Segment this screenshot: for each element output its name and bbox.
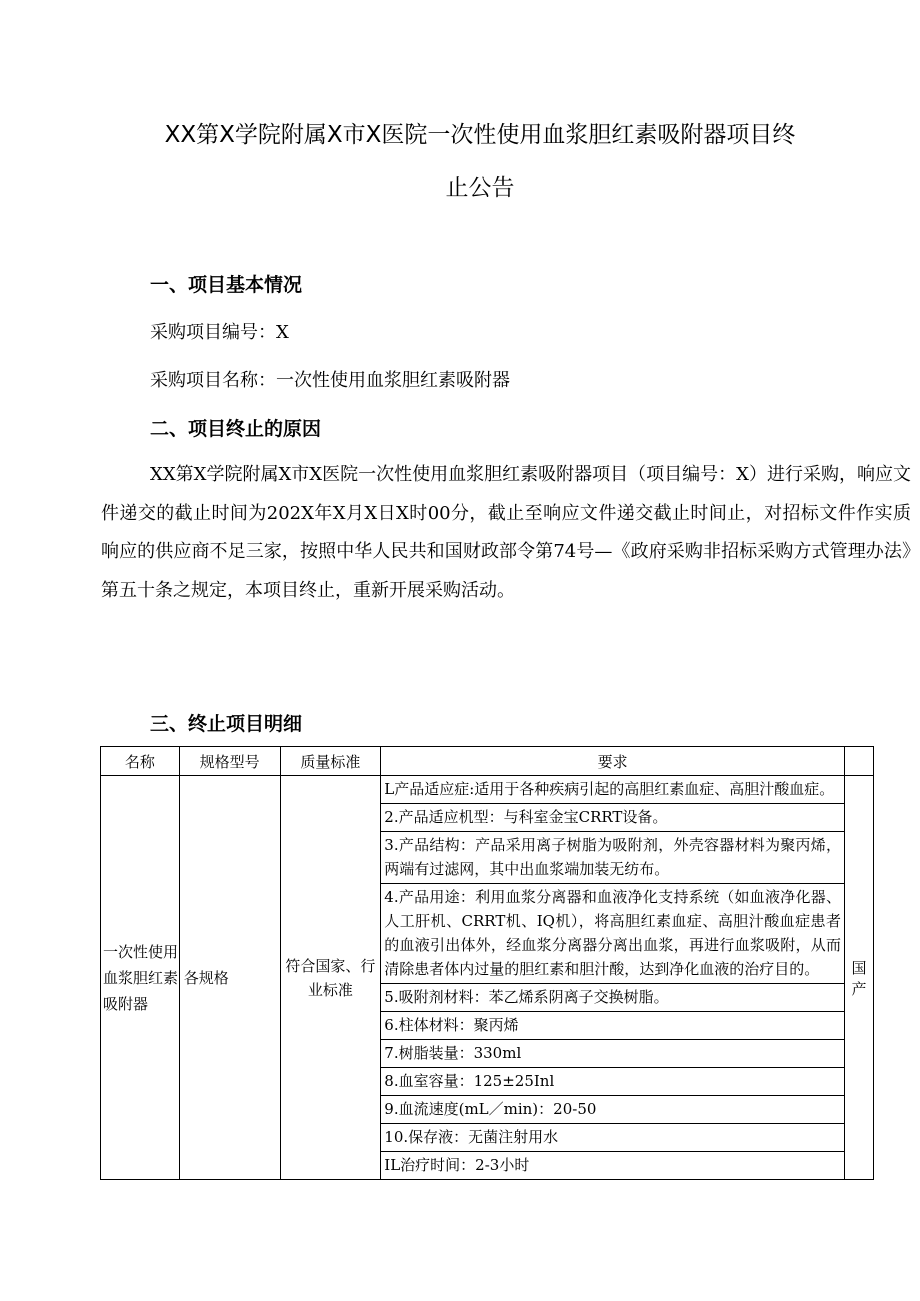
requirement-item: 8.血室容量：125±25Inl (381, 1068, 844, 1096)
header-requirements: 要求 (381, 747, 845, 776)
document-title-line-1: XX第X学院附属X市X医院一次性使用血浆胆红素吸附器项目终 (164, 122, 796, 148)
product-name-cell: 一次性使用血浆胆红素吸附器 (101, 776, 180, 1180)
requirement-item: 6.柱体材料：聚丙烯 (381, 1012, 844, 1040)
header-spec: 规格型号 (179, 747, 280, 776)
table-header-row (101, 747, 874, 776)
quality-standard-cell: 符合国家、行业标准 (280, 776, 381, 1180)
requirement-item: IL治疗时间：2-3小时 (384, 1156, 530, 1174)
section-1-heading: 一、项目基本情况 (150, 274, 303, 296)
requirement-item: L产品适应症:适用于各种疾病引起的高胆红素血症、高胆汁酸血症。 (381, 776, 844, 804)
termination-reason-paragraph: XX第X学院附属X市X医院一次性使用血浆胆红素吸附器项目（项目编号：X）进行采购，响应文件递交的截止时间为202X年X月X日X时00分，截止至响应文件递交截止时间止，对招标文件作实质响应的供应商不足三家，按照中华人民共和国财政部令第74号—《政府采购非招标采购方式管理办法》第五十条之规定，本项目终止，重新开展采购活动。 (101, 464, 911, 601)
requirement-item: 9.血流速度(mL／min)：20-50 (381, 1096, 844, 1124)
table-row (101, 776, 874, 1180)
header-name: 名称 (101, 747, 180, 776)
spec-cell: 各规格 (179, 776, 280, 1180)
requirement-item: 7.树脂装量：330ml (381, 1040, 844, 1068)
section-3-heading: 三、终止项目明细 (150, 713, 303, 735)
requirement-item: 3.产品结构：产品采用离子树脂为吸附剂，外壳容器材料为聚丙烯，两端有过滤网，其中出血浆端加装无纺布。 (381, 832, 844, 884)
requirement-item: 2.产品适应机型：与科室金宝CRRT设备。 (381, 804, 844, 832)
section-2-heading: 二、项目终止的原因 (150, 418, 322, 440)
requirements-cell (381, 776, 845, 1180)
project-number-line: 采购项目编号：X (150, 322, 289, 343)
header-quality: 质量标准 (280, 747, 381, 776)
requirement-item: 10.保存液：无菌注射用水 (381, 1124, 844, 1152)
document-title-line-2: 止公告 (445, 175, 515, 201)
termination-detail-table (100, 746, 874, 1180)
project-name-line: 采购项目名称：一次性使用血浆胆红素吸附器 (150, 370, 510, 391)
requirement-item: 5.吸附剂材料：苯乙烯系阴离子交换树脂。 (381, 984, 844, 1012)
header-origin (845, 747, 874, 776)
requirement-item: 4.产品用途：利用血浆分离器和血液净化支持系统（如血液净化器、人工肝机、CRRT机、IQ机），将高胆红素血症、高胆汁酸血症患者的血液引出体外，经血浆分离器分离出血浆，再进行血浆吸附，从而清除患者体内过量的胆红素和胆汁酸，达到净化血液的治疗目的。 (381, 884, 844, 984)
origin-cell: 国产 (845, 776, 874, 1180)
